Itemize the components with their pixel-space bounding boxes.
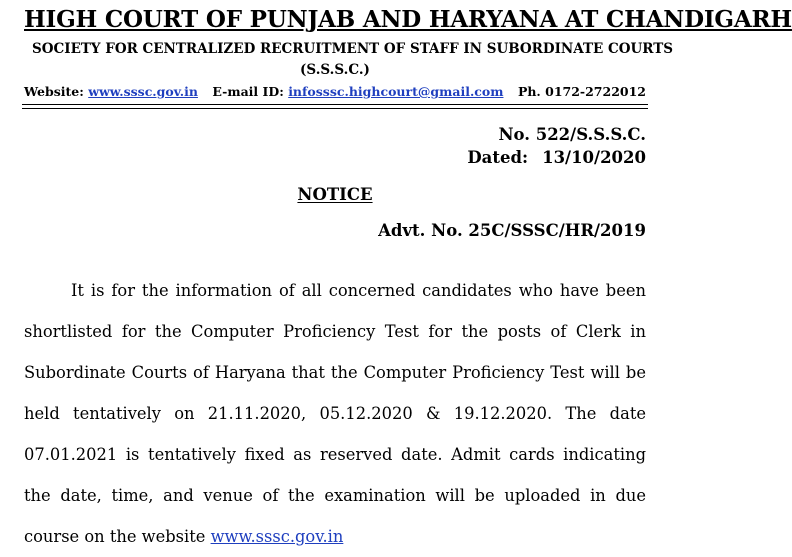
notice-title: NOTICE <box>297 185 373 204</box>
body-website-link[interactable]: www.sssc.gov.in <box>210 527 344 546</box>
dated-label: Dated: <box>467 148 529 167</box>
dated-value: 13/10/2020 <box>542 148 646 167</box>
header-divider-top <box>22 104 648 105</box>
email-label: E-mail ID: <box>212 84 289 99</box>
notice-body-text: It is for the information of all concerned candidates who have been shortlisted for the Computer Proficiency Test for the posts of Clerk in Subordinate Courts of Haryana that the Computer Proficiency Test will be held tentatively on 21.11.2020, 05.12.2020 & 19.12.2020. The date 07.01.2021 is tentatively fixed as reserved date. Admit cards indicating the date, time, and venue of the examination will be uploaded in due course on the website <box>24 281 646 546</box>
website-info <box>24 84 198 99</box>
phone-info: Ph. 0172-2722012 <box>517 84 646 99</box>
dated-line <box>467 148 646 167</box>
contact-line <box>24 84 646 99</box>
email-link[interactable]: infosssc.highcourt@gmail.com <box>288 84 504 99</box>
court-title: HIGH COURT OF PUNJAB AND HARYANA AT CHANDIGARH <box>24 6 792 33</box>
header-divider-bottom <box>22 108 648 109</box>
notice-body <box>24 270 646 557</box>
reference-number: No. 522/S.S.S.C. <box>498 125 646 144</box>
email-info <box>212 84 503 99</box>
website-link[interactable]: www.sssc.gov.in <box>88 84 198 99</box>
society-abbreviation: (S.S.S.C.) <box>300 62 370 78</box>
advertisement-number: Advt. No. 25C/SSSC/HR/2019 <box>378 221 646 240</box>
website-label: Website: <box>24 84 89 99</box>
society-name: SOCIETY FOR CENTRALIZED RECRUITMENT OF STAFF IN SUBORDINATE COURTS <box>32 41 674 57</box>
